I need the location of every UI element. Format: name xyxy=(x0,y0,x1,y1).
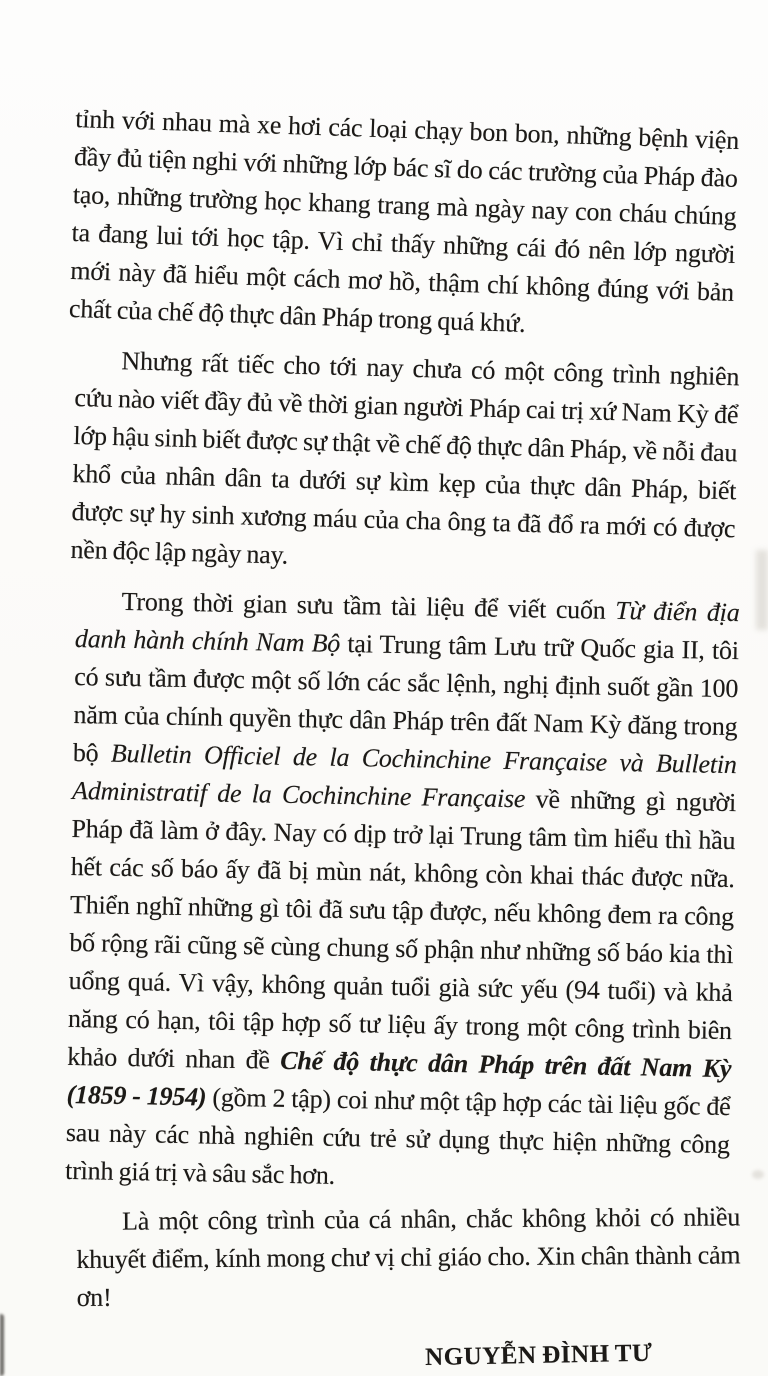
text-run-normal: Nhưng rất tiếc cho tới nay chưa có một công trình nghiên cứu nào viết đầy đủ về thời gian người Pháp cai trị xứ Nam Kỳ để lớp hậu sinh biết được sự thật về chế độ thực dân Pháp, về nỗi đau khổ của nhân dân ta dưới sự kìm kẹp của thực dân Pháp, biết được sự hy sinh xương máu của cha ông ta đã đổ ra mới có được nền độc lập ngày nay. xyxy=(70,346,740,570)
text-run-italic: Bulletin Officiel de la Cochinchine Française và Bulletin Administratif de la Cochinchine Française xyxy=(71,738,738,814)
paragraph-1 xyxy=(68,100,739,350)
paragraph-2 xyxy=(70,341,740,586)
paragraph-3 xyxy=(65,582,740,1202)
text-run-bold-italic: Chế độ thực dân Pháp trên đất Nam Kỳ (1859 - 1954) xyxy=(66,1045,732,1112)
scan-speck-artifact xyxy=(752,1170,764,1179)
text-run-normal: về những gì người Pháp đã làm ở đây. Nay có dịp trở lại Trung tâm tìm hiểu thì hầu hết các số báo ấy đã bị mùn nát, không còn khai thác được nữa. Thiển nghĩ những gì tôi đã sưu tập được, nếu không đem ra công bố rộng rãi cũng sẽ cùng chung số phận như những số báo kia thì uổng quá. Vì vậy, không quản tuổi già sức yếu (94 tuổi) và khả năng có hạn, tôi tập hợp số tư liệu ấy trong một công trình biên khảo dưới nhan đề xyxy=(67,784,737,1075)
text-run-italic: Từ điển địa danh hành chính Nam Bộ xyxy=(74,595,740,658)
text-run-normal: Trong thời gian sưu tầm tài liệu để viết cuốn xyxy=(121,586,616,625)
text-run-normal: Là một công trình của cá nhân, chắc không khỏi có nhiều khuyết điểm, kính mong chư vị chỉ giáo cho. Xin chân thành cảm ơn! xyxy=(76,1202,741,1312)
paragraphs xyxy=(64,100,741,1317)
text-run-normal: (gồm 2 tập) coi như một tập hợp các tài liệu gốc để sau này các nhà nghiên cứu trẻ sử dụng thực hiện những công trình giá trị và sâu sắc hơn. xyxy=(64,1082,731,1190)
scan-smudge-artifact xyxy=(756,550,768,630)
text-run-normal: tại Trung tâm Lưu trữ Quốc gia II, tôi có sưu tầm được một số lớn các sắc lệnh, nghị định suốt gần 100 năm của chính quyền thực dân Pháp trên đất Nam Kỳ đăng trong bộ xyxy=(72,628,740,768)
text-run-normal: tỉnh với nhau mà xe hơi các loại chạy bon bon, những bệnh viện đầy đủ tiện nghi với những lớp bác sĩ do các trường của Pháp đào tạo, những trường học khang trang mà ngày nay con cháu chúng ta đang lui tới học tập. Vì chỉ thấy những cái đó nên lớp người mới này đã hiểu một cách mơ hồ, thậm chí không đúng với bản chất của chế độ thực dân Pháp trong quá khứ. xyxy=(68,103,740,339)
scan-edge-artifact xyxy=(0,1314,4,1376)
page-text-block xyxy=(64,100,741,1372)
paragraph-4 xyxy=(76,1198,741,1317)
author-signature: NGUYỄN ĐÌNH TƯ xyxy=(424,1339,653,1372)
